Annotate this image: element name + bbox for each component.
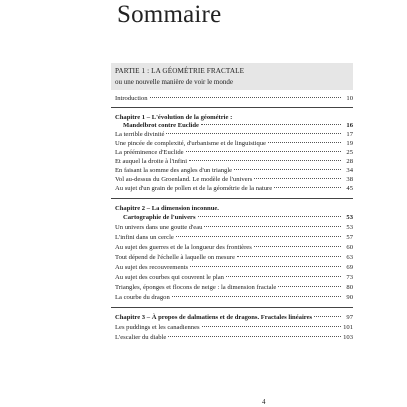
toc-entry-text: Chapitre 2 – La dimension inconnue. — [115, 205, 219, 212]
toc-entry[interactable] — [115, 283, 353, 293]
toc-leader-dots — [201, 124, 341, 125]
toc-leader-dots — [176, 236, 341, 237]
toc-entry-text: Introduction — [115, 95, 148, 102]
toc-entry-text: La prééminence d'Euclide — [115, 149, 184, 156]
toc-entry-page: 60 — [346, 244, 353, 251]
toc-leader-dots — [168, 336, 341, 337]
toc-entry-page: 19 — [346, 140, 353, 147]
toc-leader-dots — [189, 160, 341, 161]
part-title: PARTIE 1 : LA GÉOMÉTRIE FRACTALE — [115, 67, 245, 75]
toc-leader-dots — [150, 97, 341, 98]
toc-entry[interactable] — [115, 184, 353, 194]
toc-entry-text: La courbe du dragon — [115, 294, 170, 301]
toc-leader-dots — [254, 246, 341, 247]
toc-leader-dots — [202, 326, 341, 327]
toc-entry-text: La terrible divinité — [115, 131, 165, 138]
toc-entry-page: 34 — [346, 167, 353, 174]
toc-entry-text: Chapitre 1 – L'évolution de la géométrie : — [115, 114, 233, 121]
toc-leader-dots — [274, 187, 341, 188]
toc-leader-dots — [166, 133, 341, 134]
toc-entry[interactable] — [115, 293, 353, 303]
toc-leader-dots — [190, 266, 341, 267]
toc-entry-page: 28 — [346, 158, 353, 165]
toc-entry-page: 63 — [346, 254, 353, 261]
toc-entry-text: Cartographie de l'univers — [123, 214, 196, 221]
page-number: 4 — [262, 398, 266, 406]
toc-entry-text: Tout dépend de l'échelle à laquelle on mesure — [115, 254, 235, 261]
toc-entry-text: Au sujet d'un grain de pollen et de la géométrie de la nature — [115, 185, 273, 192]
page-title: Sommaire — [117, 1, 222, 28]
toc-entry-text: En faisant la somme des angles d'un triangle — [115, 167, 233, 174]
toc-entry-page: 53 — [346, 224, 353, 231]
toc-leader-dots — [226, 276, 341, 277]
toc-entry-text: Vol au-dessus du Groenland. Le modèle de l'univers — [115, 176, 253, 183]
toc-leader-dots — [268, 142, 341, 143]
toc-entry[interactable] — [115, 333, 353, 343]
toc-entry-text: Au sujet des guerres et de la longueur des frontières — [115, 244, 252, 251]
toc-entry-page: 80 — [346, 284, 353, 291]
toc-entry-page: 101 — [343, 324, 353, 331]
section-divider — [111, 307, 353, 308]
toc-entry-page: 17 — [346, 131, 353, 138]
toc-leader-dots — [254, 178, 341, 179]
toc-leader-dots — [278, 286, 341, 287]
toc-entry-page: 10 — [346, 95, 353, 102]
toc-leader-dots — [314, 316, 341, 317]
toc-entry-page: 97 — [346, 314, 353, 321]
toc-entry-page: 90 — [346, 294, 353, 301]
toc-entry-page: 73 — [346, 274, 353, 281]
toc-entry-text: Et auquel la droite à l'infini — [115, 158, 188, 165]
toc-entry[interactable] — [115, 273, 353, 283]
toc-entry-page: 45 — [346, 185, 353, 192]
toc-entry-page: 25 — [346, 149, 353, 156]
toc-chapter-3-heading[interactable] — [115, 313, 353, 323]
part-subtitle: ou une nouvelle manière de voir le monde — [115, 78, 233, 86]
toc-entry[interactable] — [115, 263, 353, 273]
toc-leader-dots — [234, 169, 341, 170]
toc-entry-text: Au sujet des recouvrements — [115, 264, 189, 271]
toc-entry-text: Les puddings et les canadiennes — [115, 324, 200, 331]
section-divider — [111, 107, 353, 108]
toc-entry[interactable] — [115, 253, 353, 263]
toc-entry-page: 53 — [346, 214, 353, 221]
toc-entry[interactable] — [115, 243, 353, 253]
toc-leader-dots — [204, 226, 341, 227]
toc-entry-introduction[interactable] — [115, 94, 353, 104]
toc-entry-text: Chapitre 3 – À propos de dalmatiens et de dragons. Fractales linéaires — [115, 314, 313, 321]
toc-entry-page: 69 — [346, 264, 353, 271]
toc-entry-text: L'infini dans un cercle — [115, 234, 174, 241]
part-header-box — [111, 63, 353, 90]
toc-entry-text: Une pincée de complexité, d'urbanisme et de linguistique — [115, 140, 266, 147]
toc-leader-dots — [172, 296, 341, 297]
toc-entry[interactable] — [115, 223, 353, 233]
toc-entry-text: Mandelbrot contre Euclide — [123, 122, 199, 129]
toc-entry-page: 38 — [346, 176, 353, 183]
toc-entry-page: 16 — [346, 122, 353, 129]
toc-entry-page: 57 — [346, 234, 353, 241]
toc-entry[interactable] — [115, 233, 353, 243]
section-divider — [111, 198, 353, 199]
toc-entry-text: Triangles, éponges et flocons de neige : la dimension fractale — [115, 284, 277, 291]
toc-chapter-2-subtitle[interactable] — [115, 213, 353, 223]
toc-leader-dots — [237, 256, 341, 257]
toc-entry[interactable] — [115, 323, 353, 333]
toc-entry-text: Un univers dans une goutte d'eau — [115, 224, 203, 231]
toc-entry-page: 103 — [343, 334, 353, 341]
toc-leader-dots — [198, 216, 341, 217]
toc-entry-text: L'escalier du diable — [115, 334, 167, 341]
toc-leader-dots — [186, 151, 341, 152]
toc-entry-text: Au sujet des courbes qui couvrent le plan — [115, 274, 224, 281]
